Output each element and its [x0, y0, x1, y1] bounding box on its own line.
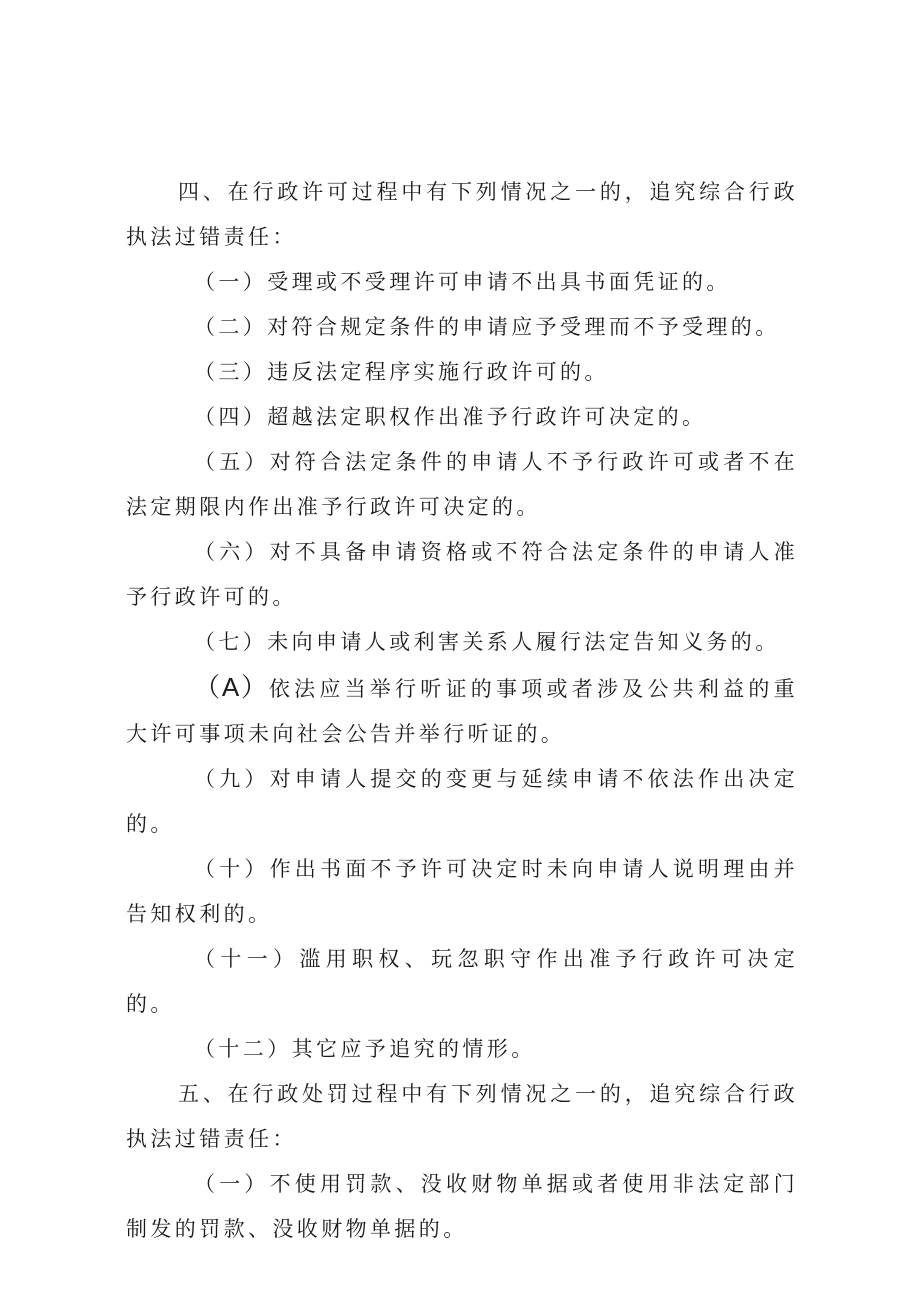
- section-4-item-1: （一）受理或不受理许可申请不出具书面凭证的。: [194, 270, 731, 294]
- section-4-item-11: （十一）滥用职权、玩忽职守作出准予行政许可决定的。: [126, 947, 798, 1016]
- section-4-item-3: （三）违反法定程序实施行政许可的。: [194, 360, 609, 384]
- document-page: [126, 170, 798, 1252]
- item-8-text: 依法应当举行听证的事项或者涉及公共利益的重大许可事项未向社会公告并举行听证的。: [126, 677, 798, 746]
- section-4-heading: 四、在行政许可过程中有下列情况之一的，追究综合行政执法过错责任：: [126, 180, 798, 249]
- section-4-item-9: （九）对申请人提交的变更与延续申请不依法作出决定的。: [126, 767, 798, 836]
- section-4-item-12: （十二）其它应予追究的情形。: [194, 1037, 536, 1061]
- section-4-item-10: （十）作出书面不予许可决定时未向申请人说明理由并告知权利的。: [126, 857, 798, 926]
- section-4-item-6: （六）对不具备申请资格或不符合法定条件的申请人准予行政许可的。: [126, 540, 798, 609]
- section-4-item-5: （五）对符合法定条件的申请人不予行政许可或者不在法定期限内作出准予行政许可决定的。: [126, 450, 798, 519]
- section-4-item-4: （四）超越法定职权作出准予行政许可决定的。: [194, 405, 707, 429]
- section-4-item-8: [126, 665, 798, 757]
- item-8-marker: （A）: [194, 672, 269, 702]
- section-4-item-2: （二）对符合规定条件的申请应予受理而不予受理的。: [194, 315, 780, 339]
- section-4-item-7: （七）未向申请人或利害关系人履行法定告知义务的。: [194, 630, 780, 654]
- section-5-item-1: （一）不使用罚款、没收财物单据或者使用非法定部门制发的罚款、没收财物单据的。: [126, 1172, 798, 1241]
- section-5-heading: 五、在行政处罚过程中有下列情况之一的，追究综合行政执法过错责任：: [126, 1082, 798, 1151]
